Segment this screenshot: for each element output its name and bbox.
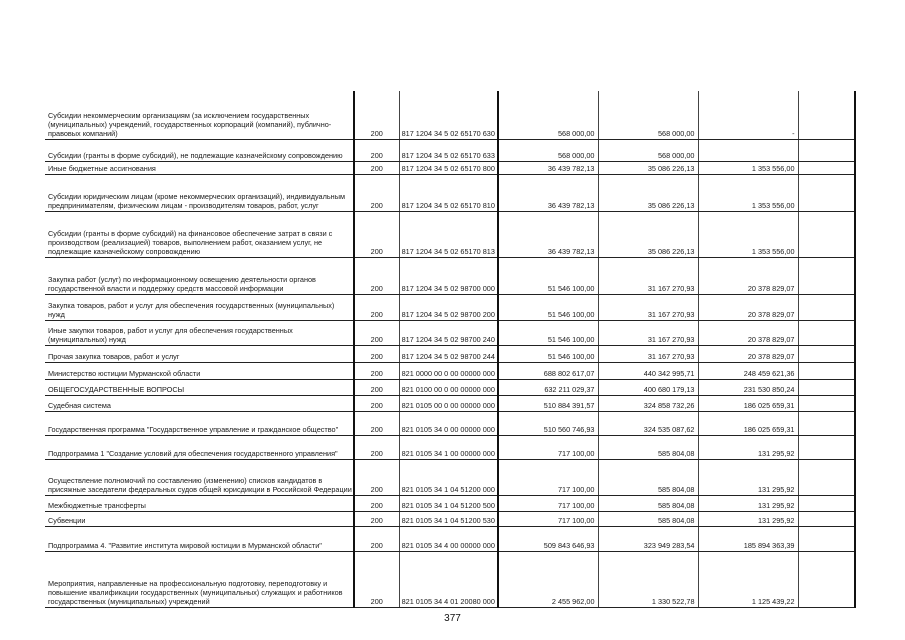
row-extra-cell (798, 459, 855, 495)
row-classification-code: 821 0105 34 4 00 00000 000 (399, 526, 498, 551)
row-approved-amount: 568 000,00 (498, 91, 598, 139)
row-name: Судебная система (45, 395, 354, 411)
row-unexecuted-amount: 131 295,92 (698, 511, 798, 526)
row-executed-amount: 324 535 087,62 (598, 411, 698, 435)
row-name: Субсидии (гранты в форме субсидий) на финансовое обеспечение затрат в связи с производством (реализацией) товаров, выполнением работ, оказанием услуг, не подлежащие казначейскому сопровождению (45, 211, 354, 257)
row-classification-code: 817 1204 34 5 02 98700 200 (399, 294, 498, 320)
row-line-code: 200 (354, 257, 399, 294)
row-extra-cell (798, 379, 855, 395)
row-executed-amount: 35 086 226,13 (598, 161, 698, 174)
row-classification-code: 821 0105 34 4 01 20080 000 (399, 551, 498, 607)
row-extra-cell (798, 345, 855, 362)
row-approved-amount: 632 211 029,37 (498, 379, 598, 395)
row-classification-code: 817 1204 34 5 02 98700 244 (399, 345, 498, 362)
row-extra-cell (798, 211, 855, 257)
row-extra-cell (798, 91, 855, 139)
row-name: ОБЩЕГОСУДАРСТВЕННЫЕ ВОПРОСЫ (45, 379, 354, 395)
row-extra-cell (798, 395, 855, 411)
row-name: Иные закупки товаров, работ и услуг для обеспечения государственных (муниципальных) нужд (45, 320, 354, 345)
row-approved-amount: 717 100,00 (498, 459, 598, 495)
table-row (45, 345, 855, 362)
row-approved-amount: 688 802 617,07 (498, 362, 598, 379)
row-unexecuted-amount: - (698, 91, 798, 139)
row-unexecuted-amount: 186 025 659,31 (698, 395, 798, 411)
row-executed-amount: 440 342 995,71 (598, 362, 698, 379)
row-classification-code: 817 1204 34 5 02 65170 810 (399, 174, 498, 211)
row-classification-code: 821 0105 34 1 04 51200 000 (399, 459, 498, 495)
table-row (45, 511, 855, 526)
row-executed-amount: 323 949 283,54 (598, 526, 698, 551)
row-classification-code: 821 0105 34 0 00 00000 000 (399, 411, 498, 435)
row-name: Подпрограмма 4. "Развитие института мировой юстиции в Мурманской области" (45, 526, 354, 551)
row-approved-amount: 51 546 100,00 (498, 320, 598, 345)
table-row (45, 211, 855, 257)
table-row (45, 174, 855, 211)
budget-execution-table (45, 91, 855, 608)
row-approved-amount: 717 100,00 (498, 511, 598, 526)
row-unexecuted-amount: 131 295,92 (698, 495, 798, 511)
row-line-code: 200 (354, 526, 399, 551)
row-extra-cell (798, 511, 855, 526)
row-name: Межбюджетные трансферты (45, 495, 354, 511)
row-approved-amount: 509 843 646,93 (498, 526, 598, 551)
row-line-code: 200 (354, 139, 399, 161)
row-approved-amount: 51 546 100,00 (498, 257, 598, 294)
row-name: Прочая закупка товаров, работ и услуг (45, 345, 354, 362)
table-row (45, 526, 855, 551)
row-name: Субсидии юридическим лицам (кроме некоммерческих организаций), индивидуальным предпринимателям, физическим лицам - производителям товаров, работ, услуг (45, 174, 354, 211)
row-approved-amount: 36 439 782,13 (498, 161, 598, 174)
row-extra-cell (798, 551, 855, 607)
row-classification-code: 817 1204 34 5 02 65170 630 (399, 91, 498, 139)
table-row (45, 411, 855, 435)
row-line-code: 200 (354, 495, 399, 511)
row-approved-amount: 510 884 391,57 (498, 395, 598, 411)
table-row (45, 294, 855, 320)
row-unexecuted-amount: 185 894 363,39 (698, 526, 798, 551)
row-unexecuted-amount (698, 139, 798, 161)
row-unexecuted-amount: 1 353 556,00 (698, 161, 798, 174)
row-line-code: 200 (354, 320, 399, 345)
row-approved-amount: 36 439 782,13 (498, 211, 598, 257)
row-unexecuted-amount: 1 353 556,00 (698, 174, 798, 211)
row-extra-cell (798, 411, 855, 435)
row-unexecuted-amount: 20 378 829,07 (698, 257, 798, 294)
row-approved-amount: 36 439 782,13 (498, 174, 598, 211)
row-executed-amount: 585 804,08 (598, 511, 698, 526)
row-unexecuted-amount: 20 378 829,07 (698, 320, 798, 345)
row-classification-code: 817 1204 34 5 02 65170 813 (399, 211, 498, 257)
row-line-code: 200 (354, 395, 399, 411)
row-unexecuted-amount: 1 353 556,00 (698, 211, 798, 257)
table-row (45, 551, 855, 607)
row-executed-amount: 31 167 270,93 (598, 257, 698, 294)
row-approved-amount: 510 560 746,93 (498, 411, 598, 435)
row-line-code: 200 (354, 551, 399, 607)
row-classification-code: 817 1204 34 5 02 98700 000 (399, 257, 498, 294)
row-executed-amount: 1 330 522,78 (598, 551, 698, 607)
row-unexecuted-amount: 248 459 621,36 (698, 362, 798, 379)
row-extra-cell (798, 257, 855, 294)
row-line-code: 200 (354, 411, 399, 435)
row-line-code: 200 (354, 362, 399, 379)
row-line-code: 200 (354, 345, 399, 362)
table-row (45, 495, 855, 511)
row-extra-cell (798, 174, 855, 211)
row-name: Государственная программа "Государственное управление и гражданское общество" (45, 411, 354, 435)
row-unexecuted-amount: 186 025 659,31 (698, 411, 798, 435)
row-classification-code: 821 0105 34 1 04 51200 500 (399, 495, 498, 511)
row-line-code: 200 (354, 161, 399, 174)
row-extra-cell (798, 320, 855, 345)
row-executed-amount: 35 086 226,13 (598, 211, 698, 257)
row-name: Закупка работ (услуг) по информационному освещению деятельности органов государственной власти и поддержку средств массовой информации (45, 257, 354, 294)
table-row (45, 459, 855, 495)
row-approved-amount: 51 546 100,00 (498, 345, 598, 362)
row-extra-cell (798, 362, 855, 379)
row-approved-amount: 717 100,00 (498, 495, 598, 511)
row-line-code: 200 (354, 435, 399, 459)
page-number: 377 (444, 613, 461, 624)
row-name: Закупка товаров, работ и услуг для обеспечения государственных (муниципальных) нужд (45, 294, 354, 320)
row-unexecuted-amount: 131 295,92 (698, 435, 798, 459)
row-unexecuted-amount: 131 295,92 (698, 459, 798, 495)
row-name: Субсидии (гранты в форме субсидий), не подлежащие казначейскому сопровождению (45, 139, 354, 161)
table-row (45, 379, 855, 395)
row-name: Подпрограмма 1 "Создание условий для обеспечения государственного управления" (45, 435, 354, 459)
row-executed-amount: 400 680 179,13 (598, 379, 698, 395)
row-unexecuted-amount: 20 378 829,07 (698, 345, 798, 362)
row-line-code: 200 (354, 379, 399, 395)
row-executed-amount: 568 000,00 (598, 91, 698, 139)
row-name: Осуществление полномочий по составлению (изменению) списков кандидатов в присяжные заседатели федеральных судов общей юрисдикции в Российской Федерации (45, 459, 354, 495)
row-line-code: 200 (354, 511, 399, 526)
row-line-code: 200 (354, 211, 399, 257)
row-name: Иные бюджетные ассигнования (45, 161, 354, 174)
row-name: Субвенции (45, 511, 354, 526)
row-approved-amount: 51 546 100,00 (498, 294, 598, 320)
row-line-code: 200 (354, 174, 399, 211)
row-unexecuted-amount: 231 530 850,24 (698, 379, 798, 395)
row-extra-cell (798, 161, 855, 174)
table-row (45, 320, 855, 345)
row-extra-cell (798, 294, 855, 320)
row-executed-amount: 585 804,08 (598, 435, 698, 459)
row-executed-amount: 35 086 226,13 (598, 174, 698, 211)
row-executed-amount: 324 858 732,26 (598, 395, 698, 411)
row-line-code: 200 (354, 91, 399, 139)
row-extra-cell (798, 526, 855, 551)
row-approved-amount: 568 000,00 (498, 139, 598, 161)
row-extra-cell (798, 495, 855, 511)
table-row (45, 435, 855, 459)
row-executed-amount: 31 167 270,93 (598, 294, 698, 320)
row-executed-amount: 31 167 270,93 (598, 320, 698, 345)
row-classification-code: 817 1204 34 5 02 65170 800 (399, 161, 498, 174)
table-row (45, 395, 855, 411)
table-body (45, 91, 855, 607)
row-classification-code: 821 0105 34 1 00 00000 000 (399, 435, 498, 459)
row-name: Министерство юстиции Мурманской области (45, 362, 354, 379)
row-name: Мероприятия, направленные на профессиональную подготовку, переподготовку и повышение квалификации государственных (муниципальных) служащих и работников государственных (муниципальных) учреждений (45, 551, 354, 607)
row-classification-code: 817 1204 34 5 02 65170 633 (399, 139, 498, 161)
row-line-code: 200 (354, 459, 399, 495)
row-executed-amount: 568 000,00 (598, 139, 698, 161)
row-classification-code: 817 1204 34 5 02 98700 240 (399, 320, 498, 345)
row-line-code: 200 (354, 294, 399, 320)
row-classification-code: 821 0105 34 1 04 51200 530 (399, 511, 498, 526)
row-name: Субсидии некоммерческим организациям (за исключением государственных (муниципальных) учреждений, государственных корпораций (компаний), публично-правовых компаний) (45, 91, 354, 139)
table-row (45, 139, 855, 161)
row-classification-code: 821 0000 00 0 00 00000 000 (399, 362, 498, 379)
row-executed-amount: 31 167 270,93 (598, 345, 698, 362)
row-extra-cell (798, 435, 855, 459)
row-unexecuted-amount: 1 125 439,22 (698, 551, 798, 607)
row-classification-code: 821 0100 00 0 00 00000 000 (399, 379, 498, 395)
row-classification-code: 821 0105 00 0 00 00000 000 (399, 395, 498, 411)
row-executed-amount: 585 804,08 (598, 495, 698, 511)
table-row (45, 91, 855, 139)
row-executed-amount: 585 804,08 (598, 459, 698, 495)
row-approved-amount: 2 455 962,00 (498, 551, 598, 607)
table-row (45, 161, 855, 174)
table-row (45, 257, 855, 294)
row-approved-amount: 717 100,00 (498, 435, 598, 459)
row-unexecuted-amount: 20 378 829,07 (698, 294, 798, 320)
table-row (45, 362, 855, 379)
row-extra-cell (798, 139, 855, 161)
